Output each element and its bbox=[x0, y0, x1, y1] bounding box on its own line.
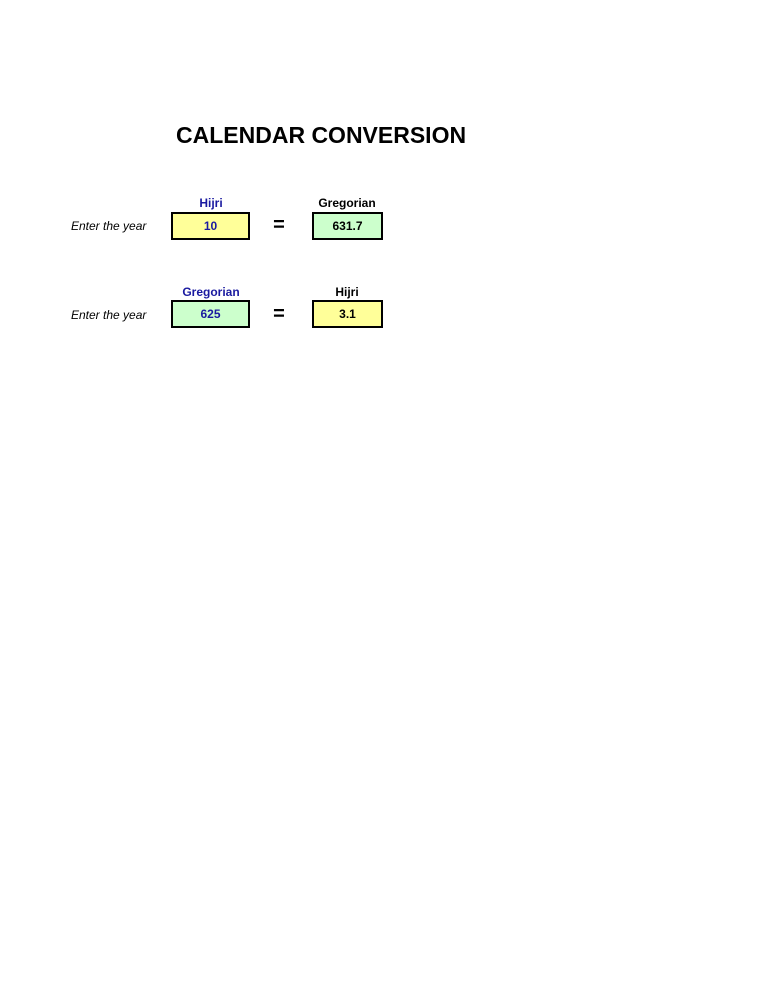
enter-year-prompt: Enter the year bbox=[71, 308, 147, 322]
enter-year-prompt: Enter the year bbox=[71, 219, 147, 233]
gregorian-result: 631.7 bbox=[312, 212, 383, 240]
equals-sign: = bbox=[273, 303, 285, 325]
gregorian-output-label: Gregorian bbox=[318, 196, 376, 210]
hijri-year-input[interactable] bbox=[171, 212, 250, 240]
page-title: CALENDAR CONVERSION bbox=[176, 122, 467, 148]
equals-sign: = bbox=[273, 214, 285, 236]
hijri-result: 3.1 bbox=[312, 300, 383, 328]
hijri-input-label: Hijri bbox=[199, 196, 223, 210]
hijri-output-label: Hijri bbox=[335, 285, 359, 299]
gregorian-input-label: Gregorian bbox=[182, 285, 240, 299]
gregorian-year-input[interactable] bbox=[171, 300, 250, 328]
